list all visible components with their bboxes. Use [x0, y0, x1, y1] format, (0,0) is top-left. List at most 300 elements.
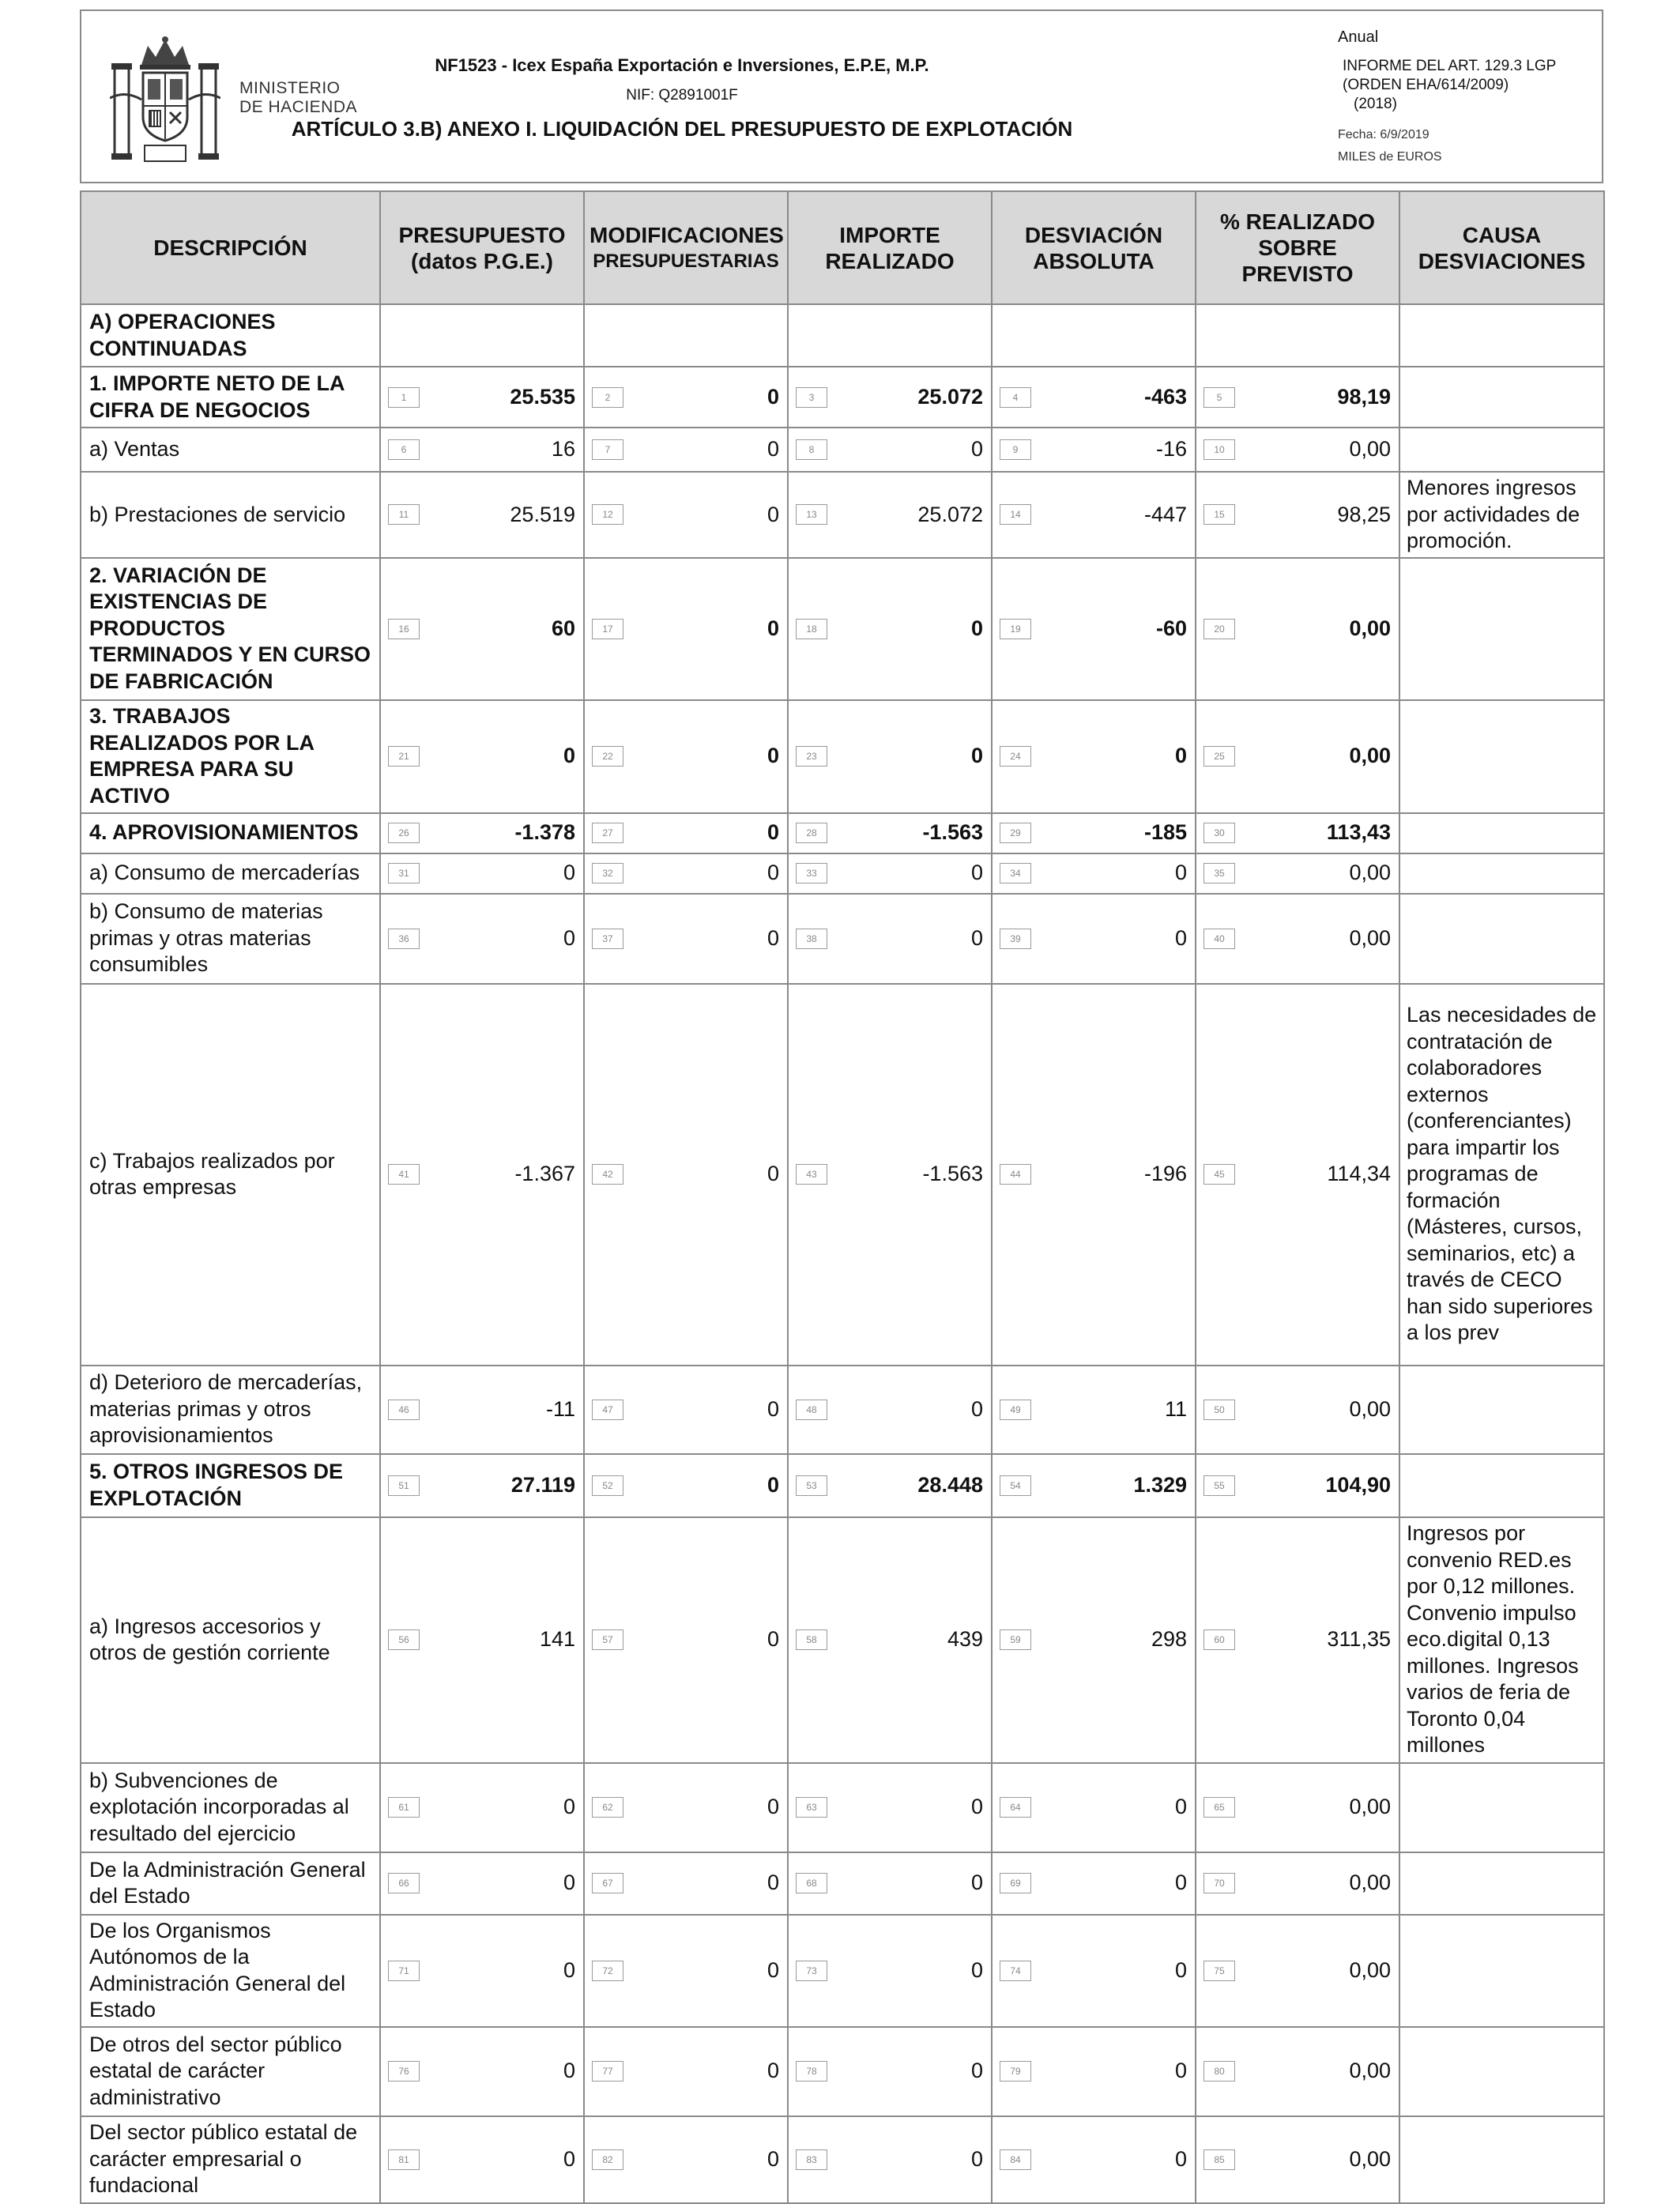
cell-modifications: [584, 894, 788, 984]
currency-units: MILES de EUROS: [1338, 150, 1442, 164]
cell-amount-realized: [788, 2116, 992, 2203]
field-number-box: 28: [796, 823, 827, 843]
table-row: [81, 813, 1604, 853]
report-reference-line-3: (2018): [1354, 96, 1397, 112]
cell-budget: [380, 558, 584, 700]
field-number-box: 25: [1203, 746, 1235, 767]
cell-percent-realized: [1196, 304, 1399, 367]
cell-value: 0: [767, 2146, 779, 2171]
cell-value: 27.119: [510, 1472, 575, 1497]
cell-amount-realized: [788, 813, 992, 853]
cell-value: 0,00: [1349, 925, 1391, 950]
cell-deviation-cause: [1399, 1852, 1604, 1915]
cell-absolute-deviation: [992, 1454, 1196, 1517]
table-row: [81, 984, 1604, 1366]
cell-value: -196: [1143, 1162, 1187, 1186]
cell-value: 0: [970, 2146, 983, 2171]
field-number-box: 58: [796, 1629, 827, 1650]
organization-name: NF1523 - Icex España Exportación e Inversiones, E.P.E, M.P.: [435, 55, 929, 75]
field-number-box: 50: [1203, 1400, 1235, 1420]
cell-absolute-deviation: [992, 472, 1196, 558]
field-number-box: 53: [796, 1475, 827, 1496]
cell-budget: [380, 1454, 584, 1517]
cell-modifications: [584, 1763, 788, 1852]
cell-deviation-cause: Ingresos por convenio RED.es por 0,12 millones. Convenio impulso eco.digital 0,13 millones. Ingresos varios de feria de Toronto 0,04 millones: [1399, 1517, 1604, 1763]
field-number-box: 49: [1000, 1400, 1031, 1420]
row-description: 2. VARIACIÓN DE EXISTENCIAS DE PRODUCTOS TERMINADOS Y EN CURSO DE FABRICACIÓN: [81, 558, 380, 700]
cell-absolute-deviation: [992, 1763, 1196, 1852]
cell-percent-realized: [1196, 984, 1399, 1366]
cell-value: 0: [1174, 744, 1187, 768]
field-number-box: 22: [592, 746, 623, 767]
cell-percent-realized: [1196, 1517, 1399, 1763]
field-number-box: 57: [592, 1629, 623, 1650]
cell-value: 0: [563, 2059, 575, 2083]
cell-modifications: [584, 853, 788, 894]
cell-amount-realized: [788, 894, 992, 984]
cell-value: 0: [767, 384, 779, 409]
table-header-row: [81, 191, 1604, 304]
field-number-box: 79: [1000, 2061, 1031, 2082]
cell-value: 0: [767, 437, 779, 462]
table-row: [81, 2027, 1604, 2116]
field-number-box: 6: [388, 439, 420, 460]
field-number-box: 13: [796, 504, 827, 525]
cell-value: -1.367: [514, 1162, 575, 1186]
col-header-amount-realized: IMPORTE REALIZADO: [788, 191, 992, 304]
cell-value: 113,43: [1326, 820, 1391, 845]
cell-percent-realized: [1196, 1915, 1399, 2027]
cell-budget: [380, 984, 584, 1366]
cell-value: 0: [767, 925, 779, 950]
cell-value: 0: [563, 1795, 575, 1819]
row-description: Del sector público estatal de carácter empresarial o fundacional: [81, 2116, 380, 2203]
cell-modifications: [584, 367, 788, 428]
field-number-box: 66: [388, 1873, 420, 1893]
table-row: [81, 428, 1604, 472]
row-description: 5. OTROS INGRESOS DE EXPLOTACIÓN: [81, 1454, 380, 1517]
cell-value: 60: [551, 616, 575, 640]
cell-absolute-deviation: [992, 1915, 1196, 2027]
cell-deviation-cause: [1399, 2116, 1604, 2203]
field-number-box: 82: [592, 2149, 623, 2170]
cell-value: 0: [767, 616, 779, 640]
field-number-box: 5: [1203, 387, 1235, 408]
field-number-box: 75: [1203, 1961, 1235, 1981]
field-number-box: 3: [796, 387, 827, 408]
field-number-box: 12: [592, 504, 623, 525]
field-number-box: 73: [796, 1961, 827, 1981]
field-number-box: 38: [796, 929, 827, 949]
cell-amount-realized: [788, 428, 992, 472]
cell-value: 25.519: [510, 502, 575, 526]
report-reference-line-2: (ORDEN EHA/614/2009): [1343, 77, 1509, 93]
cell-deviation-cause: [1399, 2027, 1604, 2116]
cell-value: 0: [767, 2059, 779, 2083]
cell-value: -11: [545, 1396, 575, 1421]
cell-percent-realized: [1196, 700, 1399, 813]
cell-value: 0,00: [1349, 437, 1391, 462]
cell-value: -447: [1143, 502, 1187, 526]
cell-budget: [380, 1852, 584, 1915]
cell-budget: [380, 2027, 584, 2116]
cell-deviation-cause: [1399, 428, 1604, 472]
col-header-absolute-deviation: DESVIACIÓN ABSOLUTA: [992, 191, 1196, 304]
cell-deviation-cause: [1399, 700, 1604, 813]
field-number-box: 35: [1203, 863, 1235, 883]
cell-value: 298: [1151, 1627, 1187, 1652]
cell-value: 0: [767, 861, 779, 885]
cell-budget: [380, 367, 584, 428]
row-description: De los Organismos Autónomos de la Administración General del Estado: [81, 1915, 380, 2027]
row-description: De otros del sector público estatal de carácter administrativo: [81, 2027, 380, 2116]
cell-value: -1.563: [922, 820, 983, 845]
field-number-box: 70: [1203, 1873, 1235, 1893]
field-number-box: 44: [1000, 1164, 1031, 1185]
cell-value: 114,34: [1327, 1162, 1391, 1186]
field-number-box: 37: [592, 929, 623, 949]
cell-absolute-deviation: [992, 304, 1196, 367]
report-date: Fecha: 6/9/2019: [1338, 128, 1430, 141]
cell-value: 0: [563, 1871, 575, 1895]
row-description: d) Deterioro de mercaderías, materias primas y otros aprovisionamientos: [81, 1366, 380, 1454]
field-number-box: 51: [388, 1475, 420, 1496]
field-number-box: 36: [388, 929, 420, 949]
field-number-box: 61: [388, 1797, 420, 1818]
field-number-box: 1: [388, 387, 420, 408]
cell-value: 0: [970, 1871, 983, 1895]
cell-percent-realized: [1196, 558, 1399, 700]
field-number-box: 11: [388, 504, 420, 525]
cell-value: 0: [767, 502, 779, 526]
cell-deviation-cause: [1399, 558, 1604, 700]
cell-percent-realized: [1196, 1454, 1399, 1517]
row-description: a) Ingresos accesorios y otros de gestión corriente: [81, 1517, 380, 1763]
cell-absolute-deviation: [992, 2027, 1196, 2116]
cell-value: 0: [1174, 925, 1187, 950]
cell-value: 0,00: [1349, 1871, 1391, 1895]
row-description: b) Subvenciones de explotación incorporadas al resultado del ejercicio: [81, 1763, 380, 1852]
cell-value: 25.535: [510, 384, 575, 409]
cell-value: 0: [767, 1396, 779, 1421]
cell-value: 0,00: [1349, 1396, 1391, 1421]
cell-budget: [380, 1366, 584, 1454]
row-description: A) OPERACIONES CONTINUADAS: [81, 304, 380, 367]
cell-value: 0,00: [1349, 2059, 1391, 2083]
cell-value: 0: [970, 616, 983, 640]
cell-value: 0: [970, 861, 983, 885]
cell-value: 0: [970, 437, 983, 462]
cell-percent-realized: [1196, 428, 1399, 472]
field-number-box: 52: [592, 1475, 623, 1496]
ministry-line-1: MINISTERIO: [239, 79, 341, 97]
field-number-box: 74: [1000, 1961, 1031, 1981]
cell-amount-realized: [788, 1852, 992, 1915]
cell-value: 0,00: [1349, 744, 1391, 768]
field-number-box: 84: [1000, 2149, 1031, 2170]
field-number-box: 42: [592, 1164, 623, 1185]
cell-value: 0: [970, 744, 983, 768]
field-number-box: 77: [592, 2061, 623, 2082]
field-number-box: 27: [592, 823, 623, 843]
field-number-box: 8: [796, 439, 827, 460]
table-row: [81, 472, 1604, 558]
field-number-box: 19: [1000, 619, 1031, 639]
cell-value: 0,00: [1349, 2146, 1391, 2171]
document-title: ARTÍCULO 3.B) ANEXO I. LIQUIDACIÓN DEL PRESUPUESTO DE EXPLOTACIÓN: [291, 117, 1073, 141]
cell-deviation-cause: [1399, 1763, 1604, 1852]
cell-value: 0: [767, 1472, 779, 1497]
cell-amount-realized: [788, 984, 992, 1366]
cell-percent-realized: [1196, 1763, 1399, 1852]
col-header-description: DESCRIPCIÓN: [81, 191, 380, 304]
table-row: [81, 1915, 1604, 2027]
field-number-box: 62: [592, 1797, 623, 1818]
cell-value: 0: [563, 2146, 575, 2171]
field-number-box: 72: [592, 1961, 623, 1981]
cell-absolute-deviation: [992, 813, 1196, 853]
field-number-box: 33: [796, 863, 827, 883]
table-row: [81, 700, 1604, 813]
cell-amount-realized: [788, 2027, 992, 2116]
cell-value: 0: [1174, 861, 1187, 885]
field-number-box: 45: [1203, 1164, 1235, 1185]
field-number-box: 47: [592, 1400, 623, 1420]
cell-value: 0: [970, 1957, 983, 1982]
field-number-box: 16: [388, 619, 420, 639]
row-description: a) Ventas: [81, 428, 380, 472]
cell-amount-realized: [788, 1517, 992, 1763]
field-number-box: 24: [1000, 746, 1031, 767]
cell-value: 0: [767, 744, 779, 768]
cell-budget: [380, 813, 584, 853]
field-number-box: 9: [1000, 439, 1031, 460]
cell-absolute-deviation: [992, 894, 1196, 984]
row-description: De la Administración General del Estado: [81, 1852, 380, 1915]
cell-value: -60: [1155, 616, 1187, 640]
col-header-modifications: MODIFICACIONES PRESUPUESTARIAS: [584, 191, 788, 304]
cell-percent-realized: [1196, 2116, 1399, 2203]
cell-value: 0,00: [1349, 616, 1391, 640]
cell-modifications: [584, 813, 788, 853]
cell-budget: [380, 1915, 584, 2027]
cell-deviation-cause: [1399, 813, 1604, 853]
cell-modifications: [584, 304, 788, 367]
field-number-box: 85: [1203, 2149, 1235, 2170]
field-number-box: 20: [1203, 619, 1235, 639]
cell-value: -463: [1143, 384, 1187, 409]
field-number-box: 65: [1203, 1797, 1235, 1818]
table-row: [81, 894, 1604, 984]
cell-absolute-deviation: [992, 1517, 1196, 1763]
field-number-box: 43: [796, 1164, 827, 1185]
field-number-box: 32: [592, 863, 623, 883]
cell-absolute-deviation: [992, 2116, 1196, 2203]
cell-value: 0: [563, 1957, 575, 1982]
cell-value: 0: [1174, 1957, 1187, 1982]
cell-modifications: [584, 472, 788, 558]
cell-value: 0: [767, 1162, 779, 1186]
table-row: [81, 304, 1604, 367]
row-description: a) Consumo de mercaderías: [81, 853, 380, 894]
table-row: [81, 367, 1604, 428]
cell-value: 1.329: [1133, 1472, 1187, 1497]
field-number-box: 46: [388, 1400, 420, 1420]
cell-amount-realized: [788, 304, 992, 367]
field-number-box: 7: [592, 439, 623, 460]
cell-modifications: [584, 1852, 788, 1915]
field-number-box: 69: [1000, 1873, 1031, 1893]
field-number-box: 34: [1000, 863, 1031, 883]
table-row: [81, 1517, 1604, 1763]
field-number-box: 29: [1000, 823, 1031, 843]
field-number-box: 54: [1000, 1475, 1031, 1496]
field-number-box: 63: [796, 1797, 827, 1818]
cell-value: 0,00: [1349, 1957, 1391, 1982]
cell-value: 11: [1164, 1396, 1187, 1421]
cell-value: 0: [563, 861, 575, 885]
field-number-box: 10: [1203, 439, 1235, 460]
cell-value: 0,00: [1349, 861, 1391, 885]
field-number-box: 78: [796, 2061, 827, 2082]
cell-percent-realized: [1196, 813, 1399, 853]
field-number-box: 71: [388, 1961, 420, 1981]
field-number-box: 59: [1000, 1629, 1031, 1650]
cell-value: 141: [539, 1627, 575, 1652]
cell-value: -185: [1143, 820, 1187, 845]
cell-budget: [380, 428, 584, 472]
budget-execution-table: [80, 190, 1605, 2204]
table-row: [81, 1763, 1604, 1852]
cell-percent-realized: [1196, 472, 1399, 558]
table-row: [81, 1454, 1604, 1517]
cell-deviation-cause: Las necesidades de contratación de colaboradores externos (conferenciantes) para impartir los programas de formación (Másteres, cursos, seminarios, etc) a través de CECO han sido superiores a los prev: [1399, 984, 1604, 1366]
table-row: [81, 2116, 1604, 2203]
cell-value: 0: [563, 925, 575, 950]
cell-value: 98,19: [1337, 384, 1391, 409]
row-description: b) Prestaciones de servicio: [81, 472, 380, 558]
cell-absolute-deviation: [992, 428, 1196, 472]
cell-value: 16: [551, 437, 575, 462]
cell-amount-realized: [788, 700, 992, 813]
cell-value: 25.072: [917, 384, 983, 409]
cell-value: 0: [1174, 1871, 1187, 1895]
cell-percent-realized: [1196, 1852, 1399, 1915]
cell-amount-realized: [788, 1915, 992, 2027]
row-description: 1. IMPORTE NETO DE LA CIFRA DE NEGOCIOS: [81, 367, 380, 428]
cell-value: 0: [1174, 1795, 1187, 1819]
table-row: [81, 1852, 1604, 1915]
cell-deviation-cause: [1399, 1915, 1604, 2027]
cell-value: -1.563: [922, 1162, 983, 1186]
cell-value: 0: [767, 1795, 779, 1819]
table-row: [81, 853, 1604, 894]
field-number-box: 76: [388, 2061, 420, 2082]
cell-modifications: [584, 428, 788, 472]
col-header-percent-realized: % REALIZADO SOBRE PREVISTO: [1196, 191, 1399, 304]
field-number-box: 55: [1203, 1475, 1235, 1496]
field-number-box: 15: [1203, 504, 1235, 525]
cell-value: 0: [767, 1957, 779, 1982]
tax-id: NIF: Q2891001F: [626, 87, 738, 104]
cell-deviation-cause: [1399, 894, 1604, 984]
report-header: [80, 9, 1603, 183]
cell-deviation-cause: [1399, 853, 1604, 894]
cell-value: 28.448: [917, 1472, 983, 1497]
field-number-box: 83: [796, 2149, 827, 2170]
cell-amount-realized: [788, 1454, 992, 1517]
cell-budget: [380, 894, 584, 984]
cell-percent-realized: [1196, 853, 1399, 894]
field-number-box: 26: [388, 823, 420, 843]
cell-percent-realized: [1196, 367, 1399, 428]
cell-value: 0: [563, 744, 575, 768]
field-number-box: 30: [1203, 823, 1235, 843]
field-number-box: 2: [592, 387, 623, 408]
field-number-box: 14: [1000, 504, 1031, 525]
report-period: Anual: [1338, 28, 1379, 46]
cell-deviation-cause: [1399, 1366, 1604, 1454]
field-number-box: 81: [388, 2149, 420, 2170]
cell-modifications: [584, 700, 788, 813]
cell-modifications: [584, 1366, 788, 1454]
cell-budget: [380, 304, 584, 367]
cell-value: 0: [970, 925, 983, 950]
field-number-box: 48: [796, 1400, 827, 1420]
row-description: 4. APROVISIONAMIENTOS: [81, 813, 380, 853]
cell-percent-realized: [1196, 894, 1399, 984]
cell-amount-realized: [788, 367, 992, 428]
report-reference-line-1: INFORME DEL ART. 129.3 LGP: [1343, 58, 1557, 74]
cell-modifications: [584, 558, 788, 700]
cell-absolute-deviation: [992, 1366, 1196, 1454]
field-number-box: 23: [796, 746, 827, 767]
cell-absolute-deviation: [992, 1852, 1196, 1915]
table-row: [81, 1366, 1604, 1454]
field-number-box: 18: [796, 619, 827, 639]
field-number-box: 60: [1203, 1629, 1235, 1650]
cell-value: 439: [947, 1627, 983, 1652]
cell-budget: [380, 472, 584, 558]
cell-modifications: [584, 1915, 788, 2027]
cell-budget: [380, 853, 584, 894]
cell-value: -16: [1155, 437, 1187, 462]
cell-amount-realized: [788, 853, 992, 894]
row-description: c) Trabajos realizados por otras empresas: [81, 984, 380, 1366]
cell-modifications: [584, 2116, 788, 2203]
field-number-box: 17: [592, 619, 623, 639]
cell-value: 0: [1174, 2059, 1187, 2083]
field-number-box: 4: [1000, 387, 1031, 408]
field-number-box: 56: [388, 1629, 420, 1650]
cell-deviation-cause: [1399, 367, 1604, 428]
cell-budget: [380, 700, 584, 813]
cell-deviation-cause: [1399, 304, 1604, 367]
cell-absolute-deviation: [992, 984, 1196, 1366]
cell-value: 0: [767, 1627, 779, 1652]
cell-deviation-cause: [1399, 1454, 1604, 1517]
cell-modifications: [584, 2027, 788, 2116]
cell-deviation-cause: Menores ingresos por actividades de promoción.: [1399, 472, 1604, 558]
ministry-line-2: DE HACIENDA: [239, 98, 358, 116]
field-number-box: 80: [1203, 2061, 1235, 2082]
field-number-box: 31: [388, 863, 420, 883]
cell-value: 311,35: [1327, 1627, 1391, 1652]
cell-percent-realized: [1196, 1366, 1399, 1454]
cell-value: -1.378: [514, 820, 575, 845]
cell-value: 0: [767, 820, 779, 845]
cell-value: 0: [1174, 2146, 1187, 2171]
